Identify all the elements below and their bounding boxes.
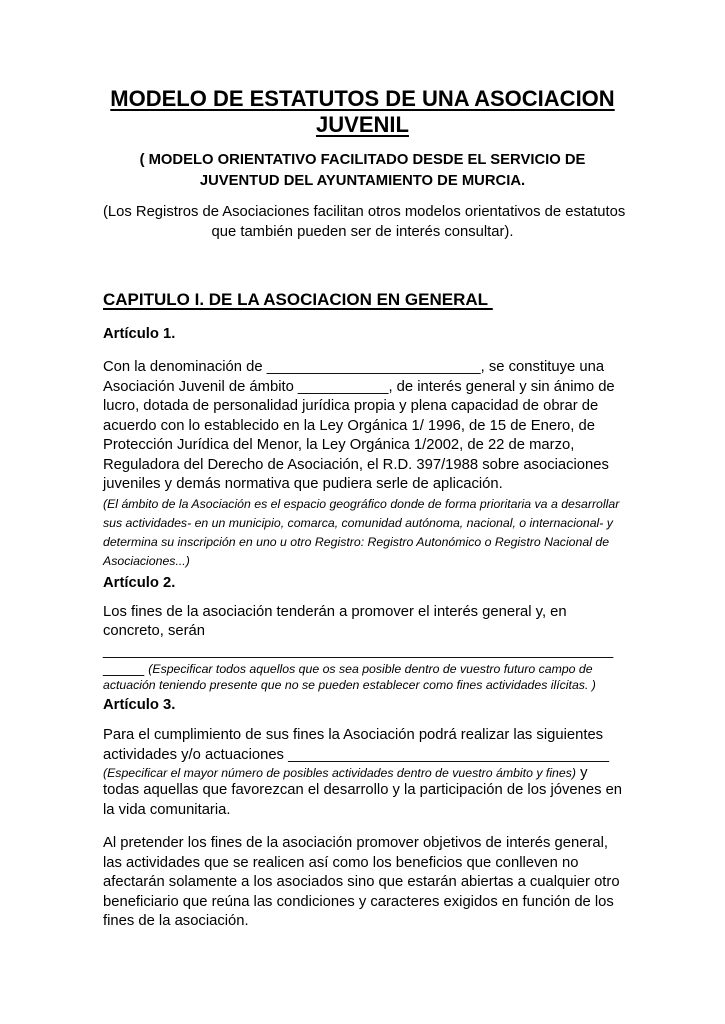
article-1-note-line: sus actividades- en un municipio, comarca, comunidad autónoma, nacional, o internacional- y [103,515,613,530]
article-2-note-line [103,661,622,677]
article-2-note-line: actuación teniendo presente que no se pueden establecer como fines actividades ilícitas. ) [103,678,596,693]
chapter-1-heading [103,289,622,311]
article-3-note-suffix: y [575,765,588,782]
article-2-blank-line: ______________________________________________________________ [103,642,614,659]
article-1-note [103,495,622,572]
article-1-note-line: (El ámbito de la Asociación es el espacio geográfico donde de forma prioritaria va a desarrollar [103,496,620,511]
page-title [103,86,622,138]
article-3-note-text: (Especificar el mayor número de posibles actividades dentro de vuestro ámbito y fines) [103,766,576,781]
article-1-body-line: lucro, dotada de personalidad jurídica propia y plena capacidad de obrar de [103,398,599,414]
article-2-note-blank: _____ [103,661,149,678]
article-1-body-line: Reguladora del Derecho de Asociación, el R.D. 397/1988 sobre asociaciones [103,456,609,473]
intro-line-1: (Los Registros de Asociaciones facilitan otros modelos orientativos de estatutos [103,204,626,220]
article-3-body-line: la vida comunitaria. [103,801,231,818]
article-1-body [103,358,622,495]
article-1-note-line: Asociaciones...) [103,554,190,569]
closing-paragraph-line: beneficiario que reúna las condiciones y caracteres exigidos en función de los [103,893,614,910]
document-subtitle [103,150,622,192]
title-line-1 [103,86,622,112]
closing-paragraph [103,834,622,932]
article-3-body [103,726,622,820]
article-1-body-line: juveniles y demás normativa que pudiera serle de aplicación. [103,476,503,492]
title-line-2 [103,112,622,138]
article-1-body-line: acuerdo con lo establecido en la Ley Orgánica 1/ 1996, de 15 de Enero, de [103,417,595,434]
title-line-2-text: JUVENIL [316,112,409,137]
article-3-note-line [103,765,622,781]
article-1-body-line: Protección Jurídica del Menor, la Ley Orgánica 1/2002, de 22 de marzo, [103,437,575,453]
intro-note [103,203,626,242]
article-2-note-text: (Especificar todos aquellos que os sea posible dentro de vuestro futuro campo de [148,662,593,677]
article-3-heading: Artículo 3. [103,697,176,714]
closing-paragraph-line: afectarán solamente a los asociados sino que estarán abiertas a cualquier otro [103,874,620,891]
article-2-heading: Artículo 2. [103,574,176,591]
closing-paragraph-line: Al pretender los fines de la asociación promover objetivos de interés general, [103,835,609,852]
article-2-body [103,603,622,694]
article-3-body-line: Para el cumplimiento de sus fines la Asociación podrá realizar las siguientes [103,727,604,744]
article-1-body-line: Asociación Juvenil de ámbito ___________, de interés general y sin ánimo de [103,378,615,395]
article-1-heading: Artículo 1. [103,326,176,342]
article-3-body-line: actividades y/o actuaciones _______________________________________ [103,746,610,763]
closing-paragraph-line: fines de la asociación. [103,913,249,930]
subtitle-line-1: ( MODELO ORIENTATIVO FACILITADO DESDE EL SERVICIO DE [139,152,586,168]
article-2-body-line: Los fines de la asociación tenderán a promover el interés general y, en [103,603,567,620]
article-1-body-line: Con la denominación de __________________________, se constituye una [103,359,605,375]
intro-line-2: que también pueden ser de interés consultar). [211,223,514,240]
chapter-1-heading-text: CAPITULO I. DE LA ASOCIACION EN GENERAL [103,290,493,309]
title-line-1-text: MODELO DE ESTATUTOS DE UNA ASOCIACION [110,86,615,111]
closing-paragraph-line: las actividades que se realicen así como los beneficios que conlleven no [103,854,579,871]
article-3-body-line: todas aquellas que favorezcan el desarrollo y la participación de los jóvenes en [103,782,623,799]
subtitle-line-2: JUVENTUD DEL AYUNTAMIENTO DE MURCIA. [199,173,526,189]
article-1-note-line: determina su inscripción en uno u otro Registro: Registro Autonómico o Registro Nacional de [103,535,610,550]
article-2-body-line: concreto, serán [103,623,205,640]
